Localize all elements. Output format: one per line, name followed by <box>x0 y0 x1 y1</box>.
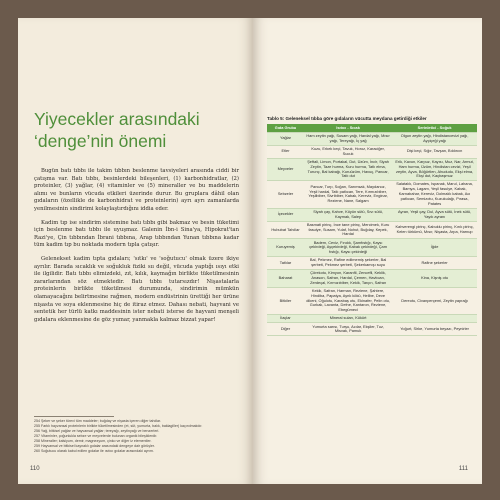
cell-hot: Şeftali, Limon, Portakal, Dut, Üzüm, İncir, Siyah Zeytin, Taze hurma, Kuru hurma, Tatlı elma, Turunç, Bal kabağı, Kuruüzüm, Havuç, Pancar, Tatlı dut <box>304 158 392 181</box>
cell-hot: Çörekotu, Kimyon, Karanfil, Zencefil, Keklik, Anason, Safran, Hardal, Çemen, Havlıcan, Zerdeçal, Kırmızıbiber, Kekik, Tarçın, Safran <box>304 270 392 288</box>
cell-hot: Siyah çay, Kahve, Köyün sütü, Sıvı sütü, Kaymak, Salep <box>304 208 392 221</box>
right-page <box>253 18 482 484</box>
book-spread <box>18 18 482 484</box>
table-row <box>267 239 477 257</box>
paragraph: Gelenekset kadim tıpta gıdaları; 'sıtkı' ve 'soğutucu' olmak üzere ikiye ayrılır. Barada sıcaklık ve soğukluk fiziki sıı değil, vücuda yaptığı ısıyı etki ile ilgilidir. Batı tıbbı elimizdeki, zıt, kılık, kaymağın birlikte tüketilmesinin zararlarından söz etmektedir. Batı tıbbı tutarsızdır! Nişastalarla proteinlerin birlikte tüketilmesi durumunda, sindirimin mümkün olamayacağını belirtmesine rağmen, modern endüstrinin ürettiği her ürüne nişasta ve soya eklenmesine hiç de itiraz etmez. Dahası nebati, hayvani ve sentetik her türlü katkı maddesinin ister nebati isterse de hayvani menşeli gıdalara eklenmesine de göz yumar, yanmakla kalmaz bizzat yapar! <box>34 255 239 323</box>
footnote: 256 Yağ, bitkisel yağlar ve hayvansal yağlar; tereyağı, zeytinyağı ve benzerleri. <box>34 429 160 433</box>
food-effects-table-block <box>267 116 477 336</box>
cell-food-group: Etler <box>267 145 304 158</box>
cell-hot: Mineral suları, Kükürt <box>304 315 392 323</box>
header-food-group: Gıda Grubu <box>267 124 304 132</box>
cell-food-group: Meyveler <box>267 158 304 181</box>
table-row <box>267 145 477 158</box>
table-header-row <box>267 124 477 132</box>
footnote: 259 Hayvansal ve bitkisel kaynaklı gıdalar arasındaki dengeye dair görüşler. <box>34 444 155 448</box>
header-cold: Serinletici - Soğuk <box>392 124 477 132</box>
paragraph: Bugün batı tıbbı ile takim tıbbın beslenme tavsiyeleri arasında ciddi bir çatışma var. Batı tıbbı, besinlerdeki bileşenleri, (1) karbonhidratlar, (2) proteinler, (3) yağlar, (4) vitaminler ve (5) mineraller ve bu maddelerin alımı ve bunların vücuda etkileri üzerinde durur. Bu gruplara dâhil olan gıdaların (özellikle de karbonhidrat ve proteinlerin) ayrı ayrı zamanlarda yenilmesinin sindirimi kolaylaştırdığını iddia eder. <box>34 168 239 212</box>
cell-cold: Yoğurt, Sirke, Yumurta beyazı, Peynirler <box>392 323 477 336</box>
table-row <box>267 323 477 336</box>
food-effects-table <box>267 124 477 336</box>
cell-food-group: İçecekler <box>267 208 304 221</box>
cell-cold <box>392 315 477 323</box>
cell-food-group: Baharat <box>267 270 304 288</box>
footnote-divider <box>34 416 114 417</box>
cell-cold: Dereotu, Civanperçemi, Zeytin yaprağı <box>392 287 477 314</box>
cell-food-group: Kuruyemiş <box>267 239 304 257</box>
footnote: 255 Farklı hayvansal proteinlerin birlikte tüketilmesinden (et, süt, yumurta, balık, baklagiller) kaçınılmalıdır. <box>34 424 203 428</box>
paragraph: Kadim tıp ise sindirim sistemine batı tıbbı gibi bakmaz ve besin tüketimi için beslenme batı tıbbı ile uyuşmaz. Galenin İbn-i Sina'ya, Hipokrat'tan Razi'ye, Çin tıbbından İbrani tıbbına, Arap tıbbından Yunan tıbbına kadar tüm kadim tıp bu noktada modern tıpla çatışır. <box>34 219 239 249</box>
chapter-title <box>34 108 244 152</box>
footnotes <box>34 419 239 454</box>
cell-food-group: İlaçlar <box>267 315 304 323</box>
cell-hot: Pancar, Turp, Soğan, Sarımsak, Maydanoz, Yeşil hardal, Tatlı patlıcan, Tere, Kırmızıbiber, Yeşilbiber, Sivribiber, Kabak, Kereviz, Enginar, Reziene, Nane, Salgam <box>304 181 392 208</box>
cell-hot: Ham zeytin yağı, Susam yağı, Hardal yağı, Mısır yağı, Tereyağı, İç yağ <box>304 132 392 145</box>
cell-cold: Ayran, Yeşil çay, Dul, Ayva sütü, İnek sütü, Yayık ayranı <box>392 208 477 221</box>
cell-food-group: Tatlılar <box>267 257 304 270</box>
chapter-title-line-2: ‘denge’nin önemi <box>34 131 167 151</box>
cell-cold: Olgun zeytin yağı, Hindistancevizi yağı, Ayçiçeği yağı <box>392 132 477 145</box>
table-row <box>267 270 477 288</box>
footnote: 260 Soğutucu olarak kabul edilen gıdalar ile ısıtıcı gıdalar arasındaki ayrım. <box>34 449 154 453</box>
table-title: Tablo 5: Geleneksel tıbba göre gıdaların vücutta meydana getirdiği etkiler <box>267 116 427 121</box>
footnote: 257 Vitaminler, çoğunlukla sebze ve meyvelerde bulunan organik bileşiklerdir. <box>34 434 158 438</box>
table-row <box>267 287 477 314</box>
table-row <box>267 257 477 270</box>
cell-food-group: Hububat Tahıllar <box>267 221 304 239</box>
cell-food-group: Yağlar <box>267 132 304 145</box>
table-row <box>267 181 477 208</box>
cell-cold: Kahverengi pirinç, Kabuklu pirinç, Kırık pirinç, Kelen türkümü, Mısır, Nişasta, Arpa, Harnup <box>392 221 477 239</box>
cell-food-group: Diğer <box>267 323 304 336</box>
cell-hot: Yumurta sarısı, Turşu, Acılar, Ekşiler, Tuz, Misvak, Pamuk <box>304 323 392 336</box>
cell-cold: Erik, Kavun, Karpuz, Kayısı, Muz, Nar, Armut, Ham hurma, Üzüm, Hindistan cevizi, Yeşil zeytin, Ayva, Böğürtlen, Ahududu, Ekşi elma, Ekşi dut, Kaçbaşmuz <box>392 158 477 181</box>
cell-hot: Basmati pirinç, İnce tane pirinç, Mercimek, Kuru fasulye, Susam, Yulaf, Nohut, Buğday, Kepek, Hardal <box>304 221 392 239</box>
page-number-right: 111 <box>458 466 468 472</box>
table-row <box>267 221 477 239</box>
left-page <box>18 18 253 484</box>
table-row <box>267 315 477 323</box>
page-number-left: 110 <box>30 466 40 472</box>
cell-hot: Kekik, Safran, Harman, Reziene, Şahtere, Hindiba, Papatya, Aynk kökü, Hellbe, Deve dikeni, Oğulotu, Karabaş otu, Ekinafer, Pelin otu, Gurkak, Lavanta, Defne, Kantaron, Reziene, Ebegümeci <box>304 287 392 314</box>
chapter-title-line-1: Yiyecekler arasındaki <box>34 109 200 129</box>
cell-cold: Salatalık, Domates, Ispanak, Marul, Lahana, Bamya, Lagam, Yeşil fasulye, Kabak, Karnabahar, Kereviz, Dolmalık kabak, Acı patlıcan, Semizotu, Kuzukulağı, Pırasa, Patates <box>392 181 477 208</box>
cell-food-group: Bitkiler <box>267 287 304 314</box>
cell-hot: Kuzu, Erkek keçi, Tavuk, Horoz, Karaciğer, Sucuk <box>304 145 392 158</box>
cell-food-group: Sebzeler <box>267 181 304 208</box>
footnote: 254 Şeker ve şeker türevi tüm maddeler; buğday ve nişasta içeren diğer tahıllar. <box>34 419 162 423</box>
footnote: 258 Mineraller; kalsiyum, demir, magnezyum, çinko ve diğer iz elementler. <box>34 439 152 443</box>
cell-cold: İğde <box>392 239 477 257</box>
table-row <box>267 208 477 221</box>
table-body <box>267 132 477 336</box>
body-text <box>34 168 239 330</box>
cell-cold: Dişi keçi, Sığır, Tavşan, Bıldırcın <box>392 145 477 158</box>
table-row <box>267 158 477 181</box>
cell-hot: Badem, Ceviz, Fındık, Şamfıstığı, Kaysı çekirdeği, Ayçekirdeği, Kabak çekirdeği, Çam fıstığı, Kaysı çekirdeği <box>304 239 392 257</box>
cell-hot: Bal, Pekmez, Rafine edilmemiş şekerler, Bal şerbeti, Pekmez şerbeti, Şekerkamışı suyu <box>304 257 392 270</box>
cell-cold: Kina, Kişniş otu <box>392 270 477 288</box>
table-row <box>267 132 477 145</box>
header-hot: Isıtıcı - Sıcak <box>304 124 392 132</box>
cell-cold: Rafine şekerler <box>392 257 477 270</box>
